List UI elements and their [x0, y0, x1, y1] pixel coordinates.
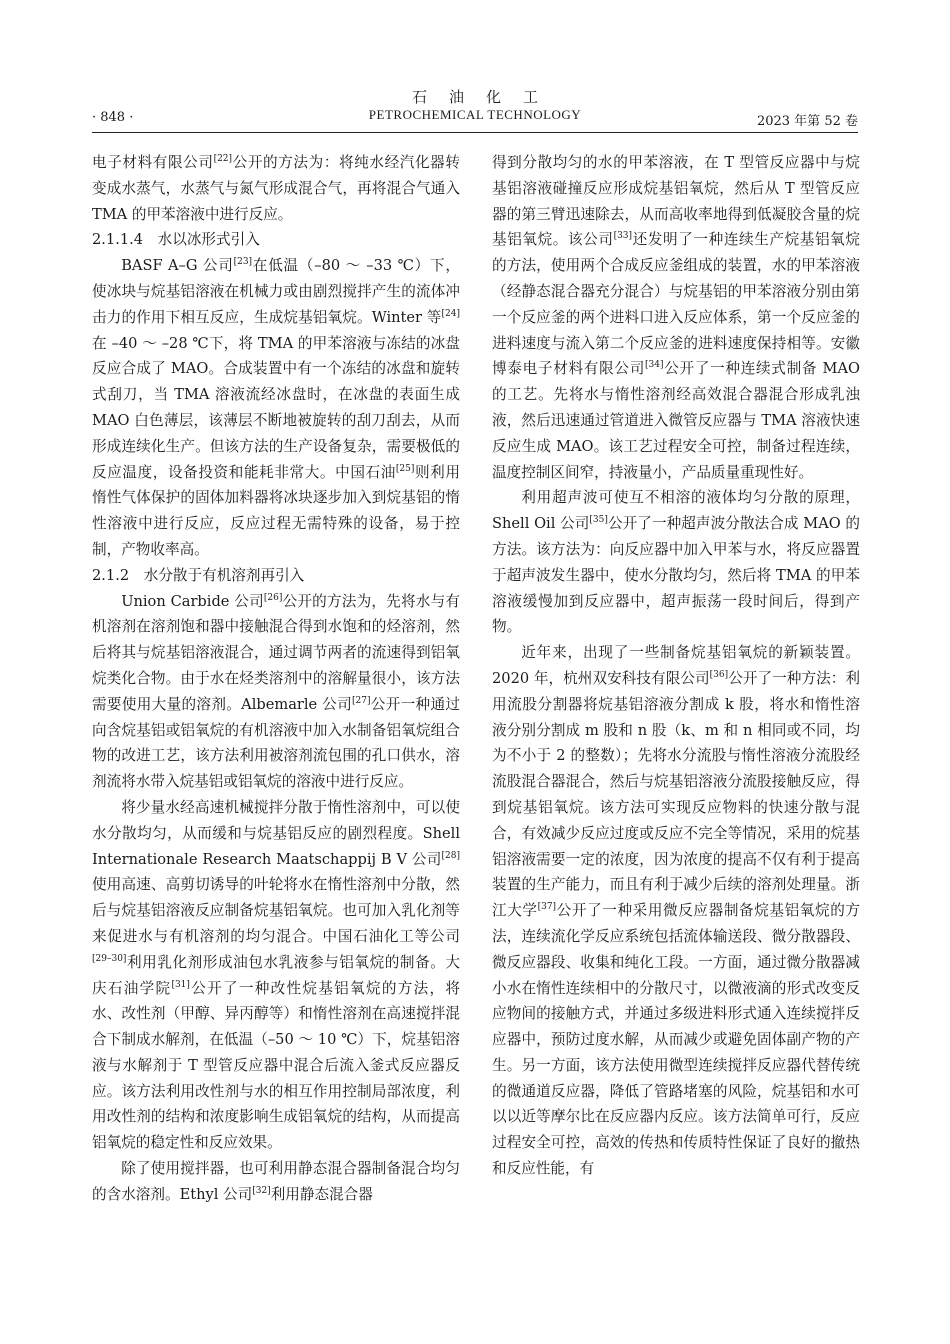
citation-ref: [27]: [351, 695, 371, 706]
left-column: [92, 150, 460, 1260]
citation-ref: [31]: [171, 979, 190, 990]
paragraph: 得到分散均匀的水的甲苯溶液，在 T 型管反应器中与烷基铝溶液碰撞反应形成烷基铝氧烷，然后从 T 型管反应器的第三臂迅速除去，从而高收率地得到低凝胶含量的烷基铝氧烷。该公司[33]还发明了一种连续生产烷基铝氧烷的方法，使用两个合成反应釜组成的装置，水的甲苯溶液（经静态混合器充分混合）与烷基铝的甲苯溶液分别由第一个反应釜的两个进料口进入反应体系，第一个反应釜的进料速度与流入第二个反应釜的进料速度保持相等。安徽博泰电子材料有限公司[34]公开了一种连续式制备 MAO 的工艺。先将水与惰性溶剂经高效混合器混合形成乳浊液，然后迅速通过管道进入微管反应器与 TMA 溶液快速反应生成 MAO。该工艺过程安全可控，制备过程连续，温度控制区间窄，持液量小，产品质量重现性好。: [492, 154, 860, 481]
right-column: [492, 150, 860, 1260]
citation-ref: [23]: [233, 257, 253, 268]
paragraph: 利用超声波可使互不相溶的液体均匀分散的原理，Shell Oil 公司[35]公开了一种超声波分散法合成 MAO 的方法。该方法为：向反应器中加入甲苯与水，将反应器置于超声波发生器中，使水分散均匀，然后将 TMA 的甲苯溶液缓慢加到反应器中，超声振荡一段时间后，得到产物。: [492, 489, 860, 636]
citation-ref: [28]: [441, 850, 460, 861]
citation-ref: [26]: [263, 592, 283, 603]
journal-title-cn: 石油化工: [411, 88, 560, 106]
citation-ref: [29–30]: [92, 953, 127, 964]
volume-label: 2023 年第 52 卷: [756, 114, 858, 129]
citation-ref: [32]: [252, 1186, 271, 1197]
section-heading: 2.1.1.4 水以冰形式引入: [92, 231, 260, 249]
paragraph: 近年来，出现了一些制备烷基铝氧烷的新颖装置。2020 年，杭州双安科技有限公司[36]公开了一种方法：利用流股分割器将烷基铝溶液分割成 k 股，将水和惰性溶液分别分割成 m 股和 n 股（k、m 和 n 相同或不同，均为不小于 2 的整数）；先将水分流股与惰性溶液分流股经流股混合器混合，然后与烷基铝溶液分流股接触反应，得到烷基铝氧烷。该方法可实现反应物料的快速分散与混合，有效减少反应过度或反应不完全等情况，采用的烷基铝溶液需要一定的浓度，因为浓度的提高不仅有利于提高装置的生产能力，而且有利于减少后续的溶剂处理量。浙江大学[37]公开了一种采用微反应器制备烷基铝氧烷的方法，连续流化学反应系统包括流体输送段、微分散器段、微反应器段、收集和纯化工段。一方面，通过微分散器减小水在惰性连续相中的分散尺寸，以微液滴的形式改变反应物间的接触方式，并通过多级进料形式通入连续搅拌反应器中，预防过度水解，从而减少或避免固体副产物的产生。另一方面，该方法使用微型连续搅拌反应器代替传统的微通道反应器，降低了管路堵塞的风险，烷基铝和水可以以近等摩尔比在反应器内反应。该方法简单可行，反应过程安全可控，高效的传热和传质特性保证了良好的撤热和反应性能，有: [492, 644, 860, 1178]
section-heading: 2.1.2 水分散于有机溶剂再引入: [92, 566, 305, 584]
paragraph: BASF A–G 公司[23]在低温（–80 ～ –33 ℃）下，使冰块与烷基铝溶液在机械力或由剧烈搅拌产生的流体冲击力的作用下相互反应，生成烷基铝氧烷。Winter 等[24]在 –40 ～ –28 ℃下，将 TMA 的甲苯溶液与冻结的冰盘反应合成了 MAO。合成装置中有一个冻结的冰盘和旋转式刮刀，当 TMA 溶液流经冰盘时，在冰盘的表面生成 MAO 白色薄层，该薄层不断地被旋转的刮刀刮去，从而形成连续化生产。但该方法的生产设备复杂，需要极低的反应温度，设备投资和能耗非常大。中国石油[25]则利用惰性气体保护的固体加料器将冰块逐步加入到烷基铝的惰性溶液中进行反应，反应过程无需特殊的设备，易于控制，产物收率高。: [92, 257, 460, 558]
citation-ref: [22]: [213, 154, 233, 165]
paragraph: 电子材料有限公司[22]公开的方法为：将纯水经汽化器转变成水蒸气，水蒸气与氮气形成混合气，再将混合气通入 TMA 的甲苯溶液中进行反应。: [92, 154, 460, 223]
paragraph: Union Carbide 公司[26]公开的方法为，先将水与有机溶剂在溶剂饱和器中接触混合得到水饱和的烃溶剂，然后将其与烷基铝溶液混合，通过调节两者的流速得到铝氧烷类化合物。由于水在烃类溶剂中的溶解量很小，该方法需要使用大量的溶剂。Albemarle 公司[27]公开一种通过向含烷基铝或铝氧烷的有机溶液中加入水制备铝氧烷组合物的改进工艺，该方法利用被溶剂流包围的孔口供水，溶剂流将水带入烷基铝或铝氧烷的溶液中进行反应。: [92, 592, 460, 791]
citation-ref: [24]: [441, 308, 460, 319]
citation-ref: [37]: [537, 902, 557, 913]
paragraph: 将少量水经高速机械搅拌分散于惰性溶剂中，可以使水分散均匀，从而缓和与烷基铝反应的剧烈程度。Shell Internationale Research Maatschappij B V 公司[28]使用高速、高剪切诱导的叶轮将水在惰性溶剂中分散，然后与烷基铝溶液反应制备烷基铝氧烷。也可加入乳化剂等来促进水与有机溶剂的均匀混合。中国石油化工等公司[29–30]利用乳化剂形成油包水乳液参与铝氧烷的制备。大庆石油学院[31]公开了一种改性烷基铝氧烷的方法，将水、改性剂（甲醇、异丙醇等）和惰性溶剂在高速搅拌混合下制成水解剂，在低温（–50 ～ 10 ℃）下，烷基铝溶液与水解剂于 T 型管反应器中混合后流入釜式反应器反应。该方法利用改性剂与水的相互作用控制局部浓度，利用改性剂的结构和浓度影响生成铝氧烷的结构，从而提高铝氧烷的稳定性和反应效果。: [92, 798, 460, 1152]
citation-ref: [35]: [589, 515, 608, 526]
citation-ref: [25]: [395, 463, 415, 474]
paragraph: 除了使用搅拌器，也可利用静态混合器制备混合均匀的含水溶剂。Ethyl 公司[32]利用静态混合器: [92, 1160, 460, 1203]
citation-ref: [36]: [709, 670, 729, 681]
page-number: · 848 ·: [92, 110, 134, 125]
header-rule: [92, 132, 858, 133]
citation-ref: [33]: [613, 231, 633, 242]
citation-ref: [34]: [645, 360, 664, 371]
journal-title-en: PETROCHEMICAL TECHNOLOGY: [368, 107, 582, 122]
